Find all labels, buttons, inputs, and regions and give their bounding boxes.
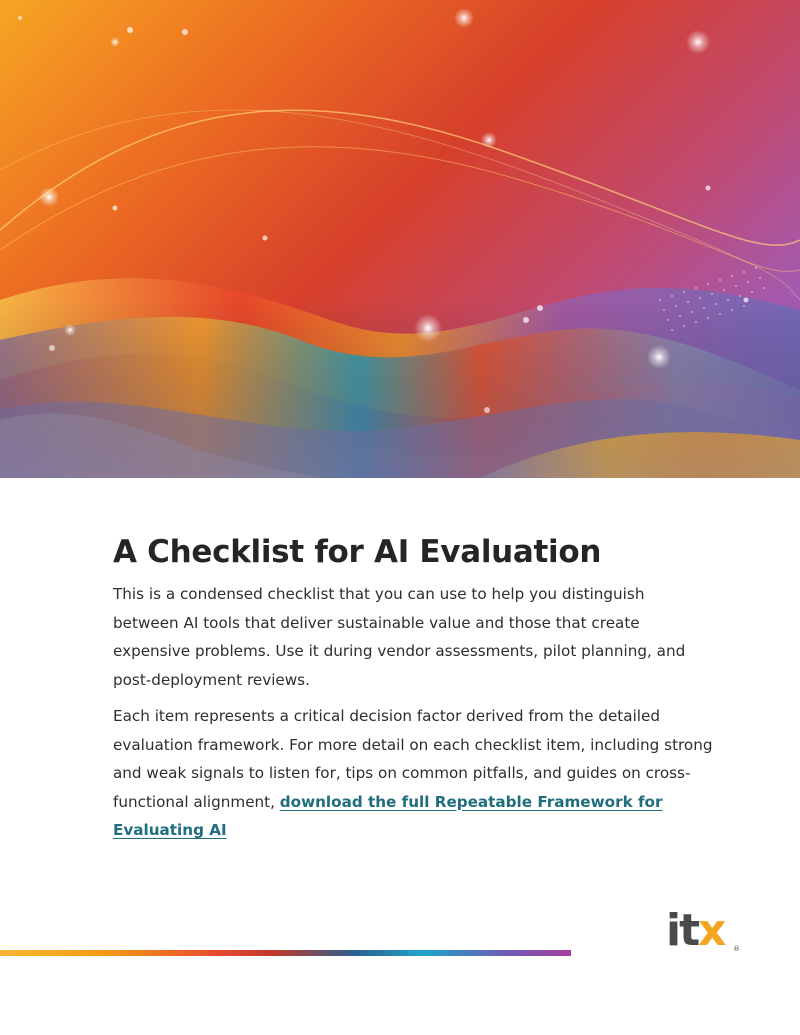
details-paragraph xyxy=(113,702,713,845)
intro-paragraph: This is a condensed checklist that you can use to help you distinguish between AI tools that deliver sustainable value and those that create expensive problems. Use it during vendor assessments, pilot planning, and post-deployment reviews. xyxy=(113,585,686,689)
footer-accent-bar xyxy=(0,950,571,956)
logo-it-text: it xyxy=(666,905,699,956)
hero-banner-image xyxy=(0,0,800,478)
download-framework-link[interactable]: download the full Repeatable Framework for Evaluating AI xyxy=(113,792,663,839)
registered-mark: ® xyxy=(733,945,740,953)
details-paragraph-text: Each item represents a critical decision factor derived from the detailed evaluation framework. For more detail on each checklist item, including strong and weak signals to listen for, tips on common pitfalls, and guides on cross-functional alignment, xyxy=(113,707,713,811)
itx-logo xyxy=(666,905,746,957)
main-content xyxy=(113,530,713,853)
logo-x-text: x xyxy=(698,905,725,956)
page-title: A Checklist for AI Evaluation xyxy=(113,534,602,570)
